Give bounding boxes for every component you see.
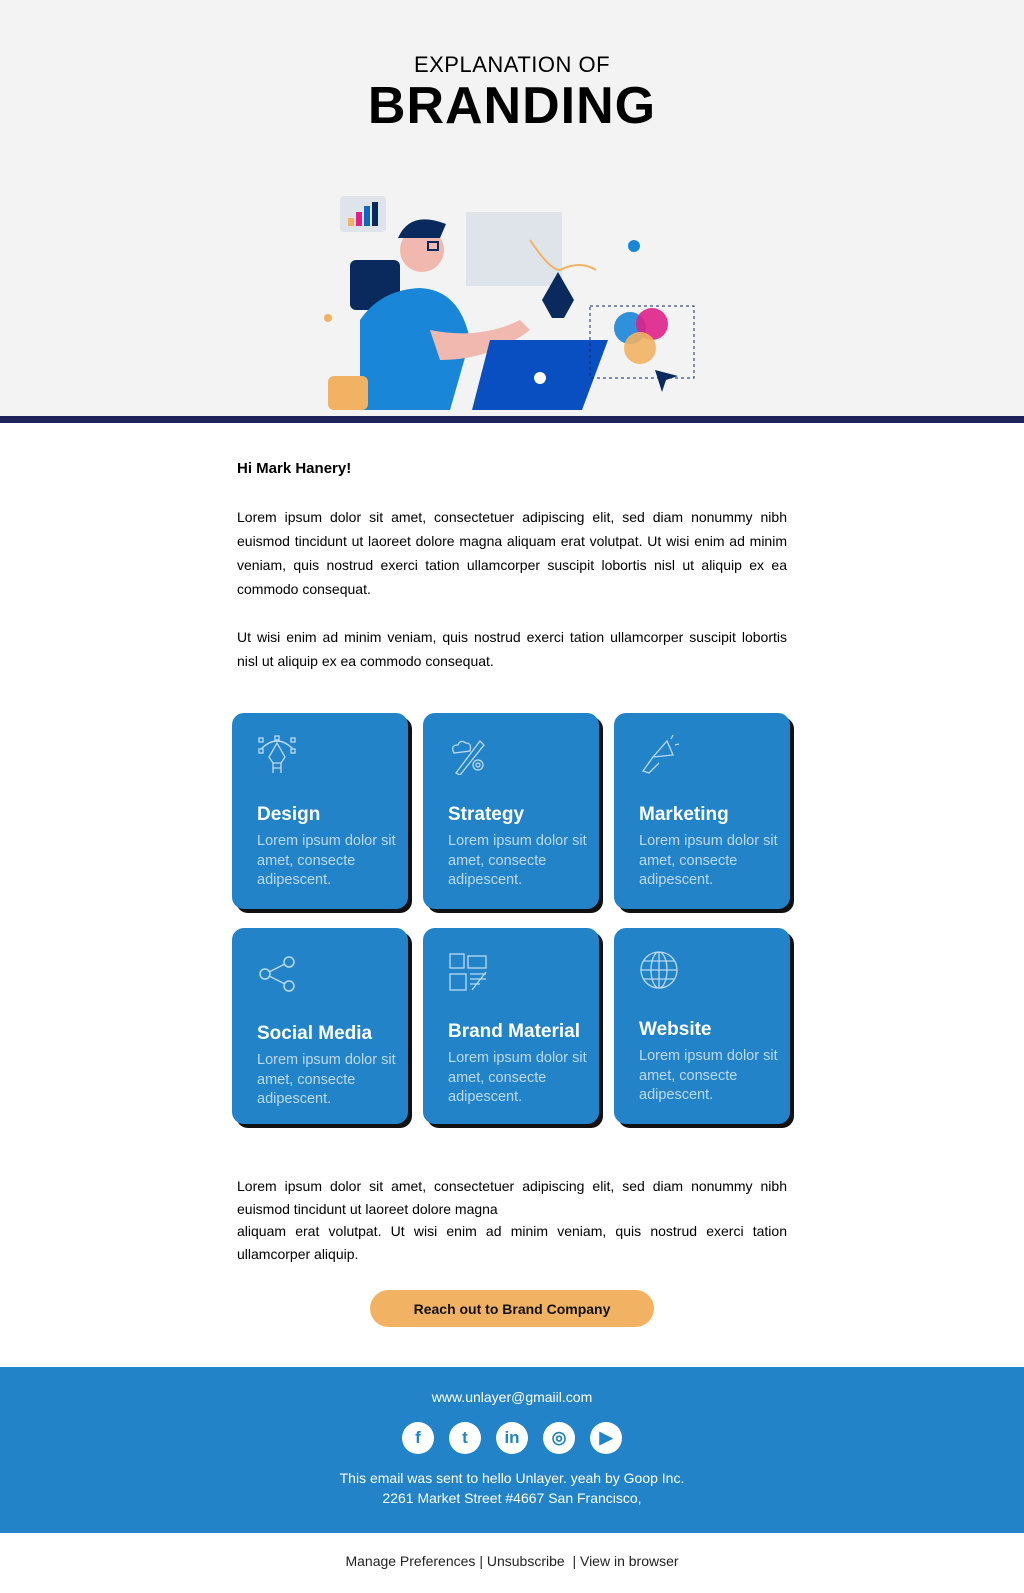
closing-paragraph — [237, 1175, 787, 1265]
closing-line-2: aliquam erat volutpat. Ut wisi enim ad minim veniam, quis nostrud exerci tation ullamcorper aliquip. — [237, 1223, 787, 1262]
megaphone-icon — [639, 735, 679, 775]
card-title: Brand Material — [448, 1021, 580, 1042]
brand-material-icon — [448, 952, 488, 992]
separator: | — [572, 1553, 577, 1569]
globe-icon — [639, 950, 679, 990]
service-card-strategy — [423, 713, 599, 909]
intro-paragraph: Lorem ipsum dolor sit amet, consectetuer adipiscing elit, sed diam nonummy nibh euismod tincidunt ut laoreet dolore magna aliquam erat volutpat. Ut wisi enim ad minim veniam, quis nostrud exerci tation ullamcorper suscipit lobortis nisl ut aliquip ex ea commodo consequat. — [237, 509, 787, 597]
social-links — [0, 1422, 1024, 1454]
strategy-icon — [448, 735, 488, 775]
card-title: Strategy — [448, 804, 525, 825]
footer-address-line-2: 2261 Market Street #4667 San Francisco, — [382, 1490, 642, 1506]
card-text: Lorem ipsum dolor sit amet, consecte adipescent. — [257, 1052, 396, 1107]
card-text: Lorem ipsum dolor sit amet, consecte adipescent. — [257, 833, 396, 888]
closing-line-1: Lorem ipsum dolor sit amet, consectetuer adipiscing elit, sed diam nonummy nibh euismod tincidunt ut laoreet dolore magna — [237, 1178, 787, 1217]
card-text: Lorem ipsum dolor sit amet, consecte adipescent. — [639, 833, 778, 888]
linkedin-icon[interactable]: in — [496, 1422, 528, 1454]
pen-tool-icon — [257, 735, 297, 775]
hero-title: BRANDING — [367, 77, 657, 135]
card-text: Lorem ipsum dolor sit amet, consecte adipescent. — [639, 1048, 778, 1103]
manage-preferences-link[interactable]: Manage Preferences — [345, 1553, 476, 1569]
card-title: Website — [639, 1019, 712, 1040]
service-card-social-media — [232, 928, 408, 1124]
footer-email-link[interactable]: www.unlayer@gmaiil.com — [431, 1389, 593, 1405]
intro-paragraph-2: Ut wisi enim ad minim veniam, quis nostrud exerci tation ullamcorper suscipit lobortis nisl ut aliquip ex ea commodo consequat. — [237, 629, 787, 669]
hero-divider — [0, 416, 1024, 423]
footer-links — [0, 1553, 1024, 1569]
footer-address-line-1: This email was sent to hello Unlayer. yeah by Goop Inc. — [339, 1470, 685, 1486]
designer-illustration — [300, 190, 700, 418]
hero-banner — [0, 0, 1024, 418]
share-icon — [257, 954, 297, 994]
service-card-design — [232, 713, 408, 909]
card-title: Social Media — [257, 1023, 373, 1044]
service-card-marketing — [614, 713, 790, 909]
facebook-icon[interactable]: f — [402, 1422, 434, 1454]
card-title: Design — [257, 804, 321, 825]
card-text: Lorem ipsum dolor sit amet, consecte adipescent. — [448, 833, 587, 888]
hero-pretitle: EXPLANATION OF — [413, 52, 611, 77]
card-text: Lorem ipsum dolor sit amet, consecte adipescent. — [448, 1050, 587, 1105]
twitter-icon[interactable]: t — [449, 1422, 481, 1454]
instagram-icon[interactable]: ◎ — [543, 1422, 575, 1454]
card-title: Marketing — [639, 804, 729, 825]
view-in-browser-link[interactable]: View in browser — [579, 1553, 679, 1569]
service-card-website — [614, 928, 790, 1124]
separator: | — [479, 1553, 483, 1569]
footer — [0, 1367, 1024, 1533]
footer-address — [0, 1468, 1024, 1508]
service-card-brand-material — [423, 928, 599, 1124]
reach-out-button[interactable]: Reach out to Brand Company — [370, 1290, 654, 1327]
youtube-icon[interactable]: ▶ — [590, 1422, 622, 1454]
greeting: Hi Mark Hanery! — [237, 460, 352, 477]
unsubscribe-link[interactable]: Unsubscribe — [486, 1553, 565, 1569]
